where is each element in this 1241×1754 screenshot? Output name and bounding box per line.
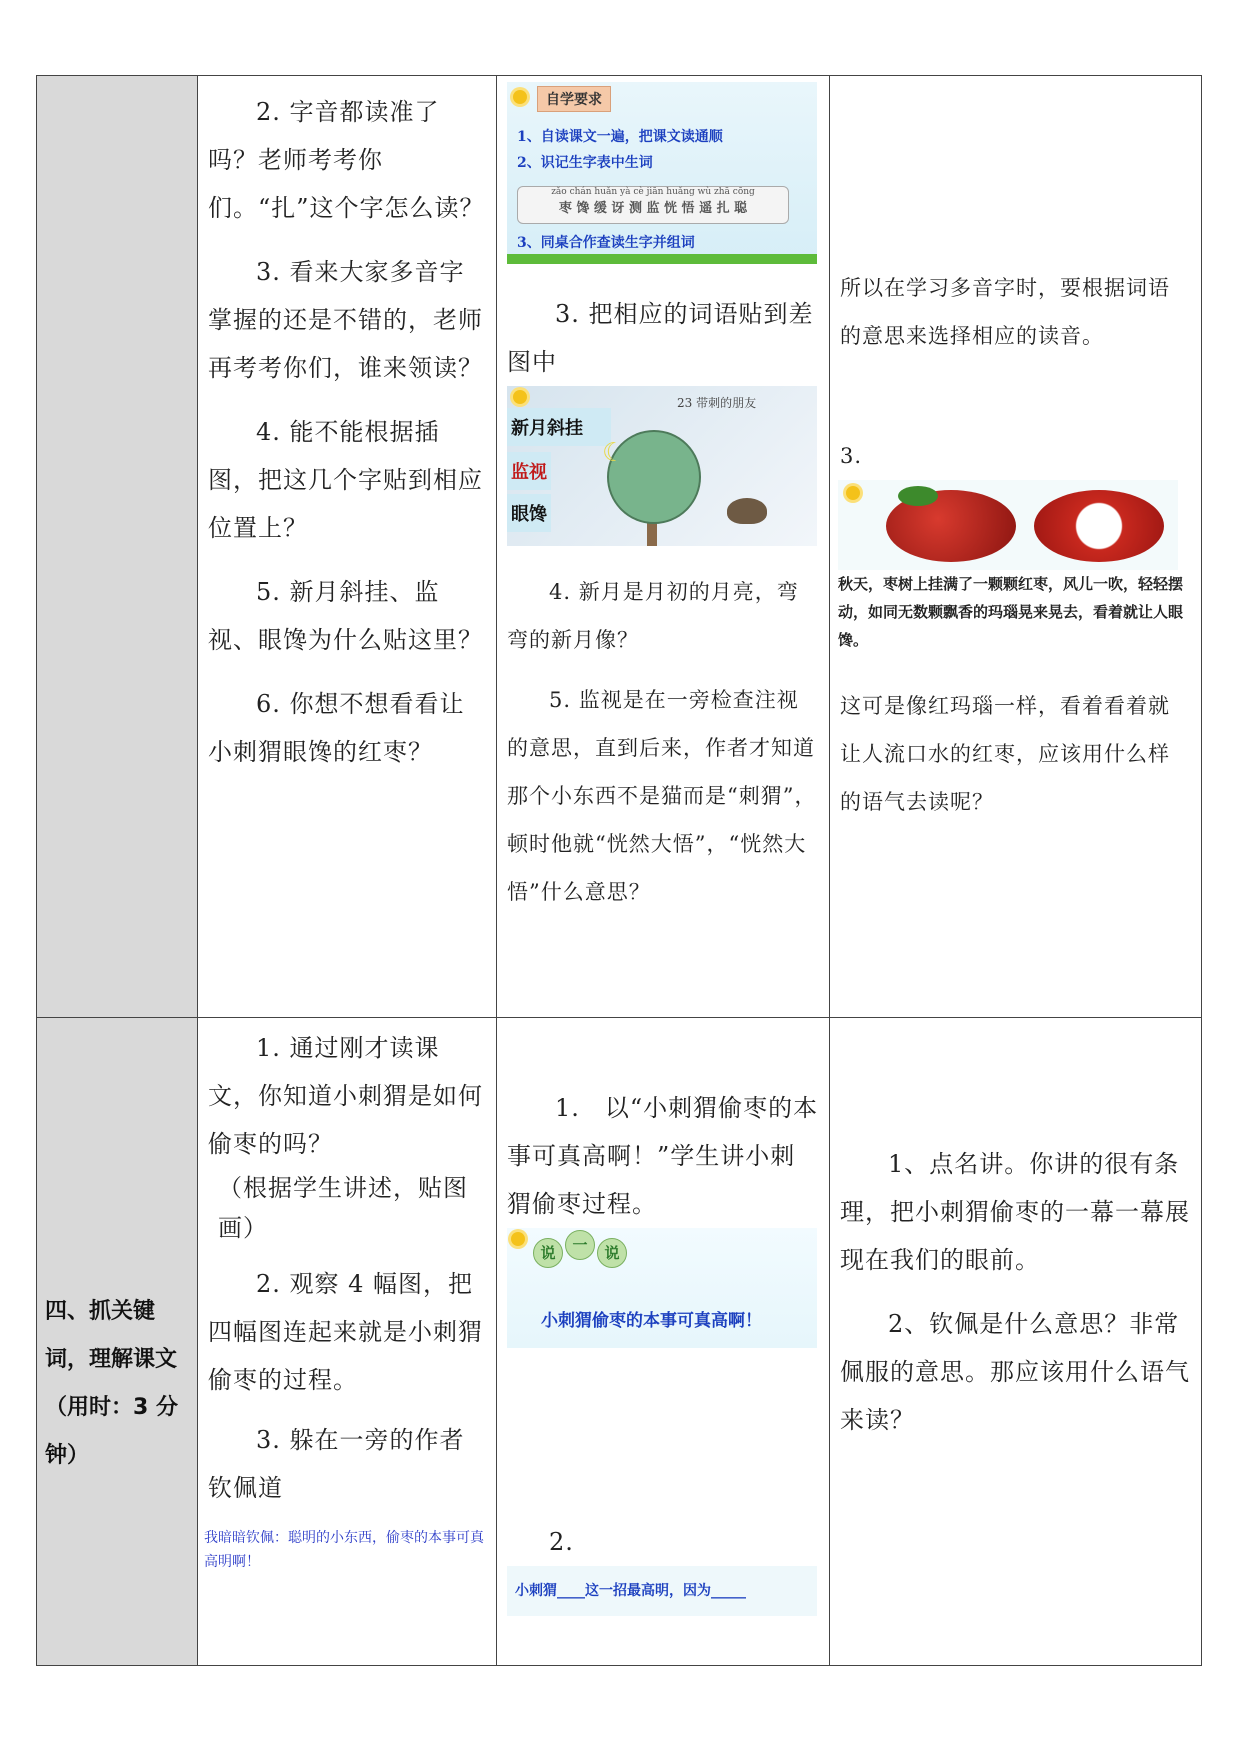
stage-cell xyxy=(37,76,198,1018)
student-step-3: 3. 把相应的词语贴到差图中 xyxy=(507,300,814,376)
self-study-line-2: 2、识记生字表中生词 xyxy=(517,155,653,171)
intent-text-2: 2、钦佩是什么意思？非常佩服的意思。那应该用什么语气来读？ xyxy=(840,1310,1190,1434)
question-3: 3. 看来大家多音字掌握的还是不错的，老师再考考你们，谁来领读？ xyxy=(208,258,483,382)
teacher-activity-cell xyxy=(198,1018,497,1666)
intent-text-1: 所以在学习多音字时，要根据词语的意思来选择相应的读音。 xyxy=(840,276,1170,348)
sun-icon xyxy=(513,390,527,404)
student-step-5: 5. 监视是在一旁检查注视的意思，直到后来，作者才知道那个小东西不是猫而是“刺猬”，顿时他就“恍然大悟”，“恍然大悟”什么意思？ xyxy=(507,688,817,904)
fill-blank-text: 小刺猬____这一招最高明，因为_____ xyxy=(515,1583,746,1599)
sun-icon xyxy=(846,486,860,500)
self-study-line-3: 3、同桌合作查读生字并组词 xyxy=(517,235,695,251)
say-line: 小刺猬偷枣的本事可真高啊！ xyxy=(541,1311,762,1331)
pinyin-row: zǎo chán huǎn yà cè jiān huǎng wù zhā cōng xyxy=(551,187,755,197)
self-study-image xyxy=(507,82,817,264)
stage-cell xyxy=(37,1018,198,1666)
hedgehog-icon xyxy=(727,498,767,524)
student-step-4: 4. 新月是月初的月亮，弯弯的新月像？ xyxy=(507,580,799,652)
table-row xyxy=(37,1018,1202,1666)
stage-title: 四、抓关键词，理解课文（用时：3 分钟） xyxy=(45,1299,178,1468)
agate-bracelet xyxy=(1034,490,1164,562)
say-bubble: 一 xyxy=(565,1230,595,1260)
chars-row: 枣 馋 缓 讶 测 监 恍 悟 遥 扎 聪 xyxy=(558,201,748,216)
intent-number-3: 3. xyxy=(840,444,863,468)
say-bubble: 说 xyxy=(597,1238,627,1268)
intent-text-1: 1、点名讲。你讲的很有条理，把小刺猬偷枣的一幕一幕展现在我们的眼前。 xyxy=(840,1150,1190,1274)
lesson-number: 23 xyxy=(677,396,693,410)
red-dates-image xyxy=(838,480,1178,570)
label-watch: 监视 xyxy=(507,452,551,490)
leaf-icon xyxy=(898,486,938,506)
label-covet: 眼馋 xyxy=(507,494,551,532)
grass-strip xyxy=(507,254,817,264)
sun-icon xyxy=(513,90,527,104)
question-1: 1. 通过刚才读课文，你知道小刺猬是如何偷枣的吗？ xyxy=(208,1034,483,1158)
student-activity-cell xyxy=(497,1018,830,1666)
quote-note: 我暗暗钦佩：聪明的小东西，偷枣的本事可真高明啊！ xyxy=(204,1530,484,1570)
question-5: 5. 新月斜挂、监视、眼馋为什么贴这里？ xyxy=(208,578,483,654)
dates-caption: 秋天，枣树上挂满了一颗颗红枣，风儿一吹，轻轻摆动，如同无数颗飘香的玛瑙晃来晃去，看着就让人眼馋。 xyxy=(838,575,1184,649)
story-illustration xyxy=(507,386,817,546)
self-study-line-1: 1、自读课文一遍，把课文读通顺 xyxy=(517,129,723,145)
moon-icon: ☾ xyxy=(602,438,626,468)
pinyin-box xyxy=(517,186,789,224)
question-6: 6. 你想不想看看让小刺猬眼馋的红枣？ xyxy=(208,690,465,766)
teacher-activity-cell xyxy=(198,76,497,1018)
fill-blank-image xyxy=(507,1566,817,1616)
design-intent-cell xyxy=(830,1018,1202,1666)
question-3: 3. 躲在一旁的作者钦佩道 xyxy=(208,1426,465,1502)
lesson-title xyxy=(677,394,756,411)
question-1-note: （根据学生讲述，贴图画） xyxy=(218,1174,468,1242)
label-new-moon: 新月斜挂 xyxy=(507,408,611,446)
question-4: 4. 能不能根据插图，把这几个字贴到相应位置上？ xyxy=(208,418,483,542)
self-study-tag: 自学要求 xyxy=(537,86,611,112)
say-bubble: 说 xyxy=(533,1238,563,1268)
lesson-plan-table xyxy=(36,75,1202,1666)
sun-icon xyxy=(511,1232,525,1246)
question-2: 2. 观察 4 幅图，把四幅图连起来就是小刺猬偷枣的过程。 xyxy=(208,1270,483,1394)
student-step-1: 1. 以“小刺猬偷枣的本事可真高啊！”学生讲小刺猬偷枣过程。 xyxy=(507,1094,819,1218)
say-it-image xyxy=(507,1228,817,1348)
student-activity-cell xyxy=(497,76,830,1018)
table-row xyxy=(37,76,1202,1018)
intent-text-2: 这可是像红玛瑙一样，看着看着就让人流口水的红枣，应该用什么样的语气去读呢？ xyxy=(840,694,1170,814)
lesson-name: 带刺的朋友 xyxy=(696,396,757,410)
design-intent-cell xyxy=(830,76,1202,1018)
question-2: 2. 字音都读准了吗？老师考考你们。“扎”这个字怎么读？ xyxy=(208,98,485,222)
student-step-2: 2. xyxy=(549,1528,574,1556)
